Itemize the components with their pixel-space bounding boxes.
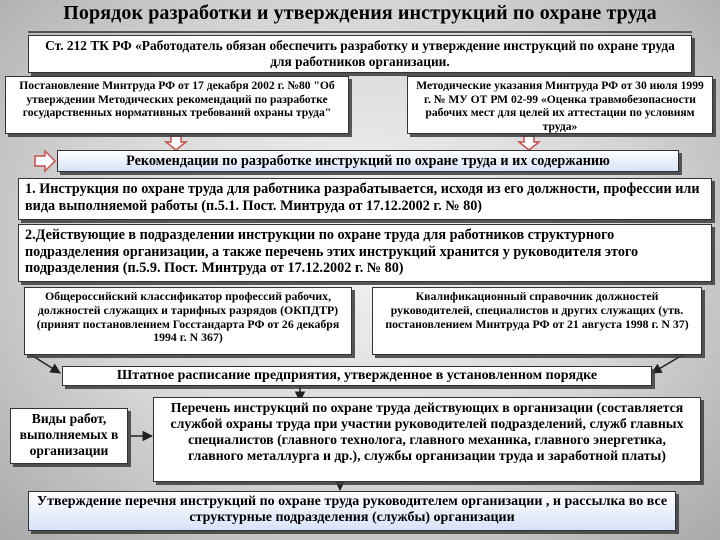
work-types-box (10, 408, 128, 464)
red-right-arrow (35, 151, 55, 171)
staff-schedule-text: Штатное расписание предприятия, утвержденное в установленном порядке (116, 368, 598, 383)
work-types-text: Виды работ, выполняемых в организации (19, 411, 119, 458)
decree-right-box (407, 76, 713, 134)
arrow-classifier-to-schedule (28, 353, 60, 373)
point-2-box (18, 224, 712, 282)
approval-distribution-text: Утверждение перечня инструкций по охране труда руководителем организации , и рассылка во все структурные подразделения (службы) организации (36, 494, 668, 526)
decree-left-box (5, 76, 349, 134)
classifier-okpdtr-text: Общероссийский классификатор профессий рабочих, должностей служащих и тарифных разрядов (ОКПДТР) (принят постановлением Госстандарта РФ от 26 декабря 1994 г. N 367) (36, 289, 340, 345)
tk-article-box (28, 35, 692, 73)
qualification-handbook-text: Квалификационный справочник должностей руководителей, специалистов и других служащих (утв. постановлением Минтруда РФ от 21 августа 1998 г. N 37) (385, 289, 689, 331)
staff-schedule-box (62, 366, 652, 386)
recommendations-heading-box (57, 150, 679, 172)
classifier-okpdtr-box (24, 287, 352, 355)
instructions-list-text: Перечень инструкций по охране труда действующих в организации (составляется службой охраны труда при участии руководителей подразделений, служб главных специалистов (главного технолога, главного механика, главного энергетика, главного металлурга и др.), службы организации труда и заработной платы) (170, 400, 684, 464)
tk-article-text: Ст. 212 ТК РФ «Работодатель обязан обеспечить разработку и утверждение инструкций по охране труда для работников организации. (45, 38, 675, 69)
instructions-list-box (153, 397, 701, 482)
arrow-handbook-to-schedule (652, 353, 686, 373)
point-1-text: 1. Инструкция по охране труда для работника разрабатывается, исходя из его должности, профессии или вида выполняемой работы (п.5.1. Пост. Минтруда от 17.12.2002 г. № 80) (25, 181, 700, 214)
decree-left-text: Постановление Минтруда РФ от 17 декабря 2002 г. №80 "Об утверждении Методических рекомендаций по разработке государственных нормативных требований охраны труда" (19, 79, 335, 120)
point-1-box (18, 178, 712, 220)
point-2-text: 2.Действующие в подразделении инструкции по охране труда для работников структурного подразделения организации, а также перечень этих инструкций хранится у руководителя этого подразделения (п.5.9. Пост. Минтруда от 17.12.2002 г. № 80) (25, 227, 639, 277)
recommendations-heading: Рекомендации по разработке инструкций по охране труда и их содержанию (126, 153, 610, 169)
decree-right-text: Методические указания Минтруда РФ от 30 июля 1999 г. № МУ ОТ РМ 02-99 «Оценка травмобезопасности рабочих мест для целей их аттестации по условиям труда» (416, 79, 704, 133)
approval-distribution-box (28, 491, 676, 531)
red-down-arrow-right (519, 136, 539, 150)
page-title: Порядок разработки и утверждения инструкций по охране труда (63, 2, 657, 24)
qualification-handbook-box (372, 287, 702, 355)
red-down-arrow-left (166, 136, 186, 150)
title-underline (28, 31, 692, 33)
